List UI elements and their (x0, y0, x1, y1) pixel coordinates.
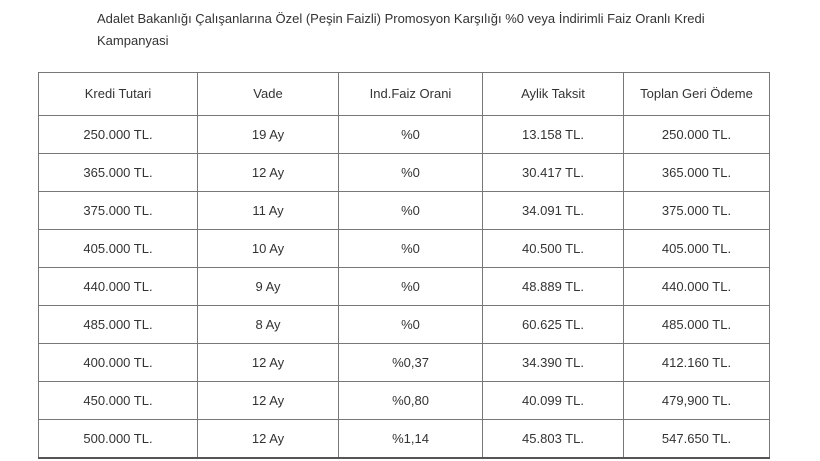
table-row (39, 344, 770, 382)
cell-monthly-installment: 48.889 TL. (483, 268, 624, 306)
header-monthly-installment: Aylik Taksit (483, 73, 624, 116)
cell-loan-amount: 365.000 TL. (39, 154, 198, 192)
table-row (39, 116, 770, 154)
cell-total-repayment: 412.160 TL. (624, 344, 770, 382)
cell-monthly-installment: 40.500 TL. (483, 230, 624, 268)
cell-total-repayment: 547.650 TL. (624, 420, 770, 459)
table-row (39, 192, 770, 230)
cell-monthly-installment: 30.417 TL. (483, 154, 624, 192)
header-interest-rate: Ind.Faiz Orani (339, 73, 483, 116)
cell-interest-rate: %0,37 (339, 344, 483, 382)
table-row (39, 230, 770, 268)
cell-term: 12 Ay (198, 382, 339, 420)
cell-loan-amount: 250.000 TL. (39, 116, 198, 154)
cell-loan-amount: 405.000 TL. (39, 230, 198, 268)
cell-loan-amount: 400.000 TL. (39, 344, 198, 382)
cell-interest-rate: %0 (339, 268, 483, 306)
cell-loan-amount: 440.000 TL. (39, 268, 198, 306)
cell-term: 8 Ay (198, 306, 339, 344)
cell-loan-amount: 450.000 TL. (39, 382, 198, 420)
cell-term: 19 Ay (198, 116, 339, 154)
cell-monthly-installment: 40.099 TL. (483, 382, 624, 420)
cell-monthly-installment: 60.625 TL. (483, 306, 624, 344)
cell-total-repayment: 440.000 TL. (624, 268, 770, 306)
cell-interest-rate: %0 (339, 192, 483, 230)
cell-term: 11 Ay (198, 192, 339, 230)
table-row (39, 154, 770, 192)
cell-total-repayment: 365.000 TL. (624, 154, 770, 192)
cell-term: 10 Ay (198, 230, 339, 268)
cell-monthly-installment: 45.803 TL. (483, 420, 624, 459)
cell-term: 9 Ay (198, 268, 339, 306)
cell-monthly-installment: 34.091 TL. (483, 192, 624, 230)
cell-total-repayment: 405.000 TL. (624, 230, 770, 268)
cell-monthly-installment: 34.390 TL. (483, 344, 624, 382)
cell-interest-rate: %0 (339, 116, 483, 154)
cell-interest-rate: %0 (339, 154, 483, 192)
cell-loan-amount: 500.000 TL. (39, 420, 198, 459)
cell-total-repayment: 485.000 TL. (624, 306, 770, 344)
table-row (39, 306, 770, 344)
table-header-row (39, 73, 770, 116)
cell-interest-rate: %1,14 (339, 420, 483, 459)
cell-total-repayment: 375.000 TL. (624, 192, 770, 230)
loan-table (38, 72, 770, 459)
header-term: Vade (198, 73, 339, 116)
table-row (39, 420, 770, 459)
cell-term: 12 Ay (198, 154, 339, 192)
document-title: Adalet Bakanlığı Çalışanlarına Özel (Peşin Faizli) Promosyon Karşılığı %0 veya İndirimli Faiz Oranlı Kredi Kampanyasi (97, 11, 705, 48)
cell-total-repayment: 479,900 TL. (624, 382, 770, 420)
cell-term: 12 Ay (198, 344, 339, 382)
cell-interest-rate: %0 (339, 230, 483, 268)
cell-interest-rate: %0 (339, 306, 483, 344)
table-row (39, 382, 770, 420)
header-total-repayment: Toplan Geri Ödeme (624, 73, 770, 116)
cell-loan-amount: 485.000 TL. (39, 306, 198, 344)
header-loan-amount: Kredi Tutari (39, 73, 198, 116)
cell-interest-rate: %0,80 (339, 382, 483, 420)
cell-total-repayment: 250.000 TL. (624, 116, 770, 154)
cell-monthly-installment: 13.158 TL. (483, 116, 624, 154)
cell-loan-amount: 375.000 TL. (39, 192, 198, 230)
cell-term: 12 Ay (198, 420, 339, 459)
table-row (39, 268, 770, 306)
